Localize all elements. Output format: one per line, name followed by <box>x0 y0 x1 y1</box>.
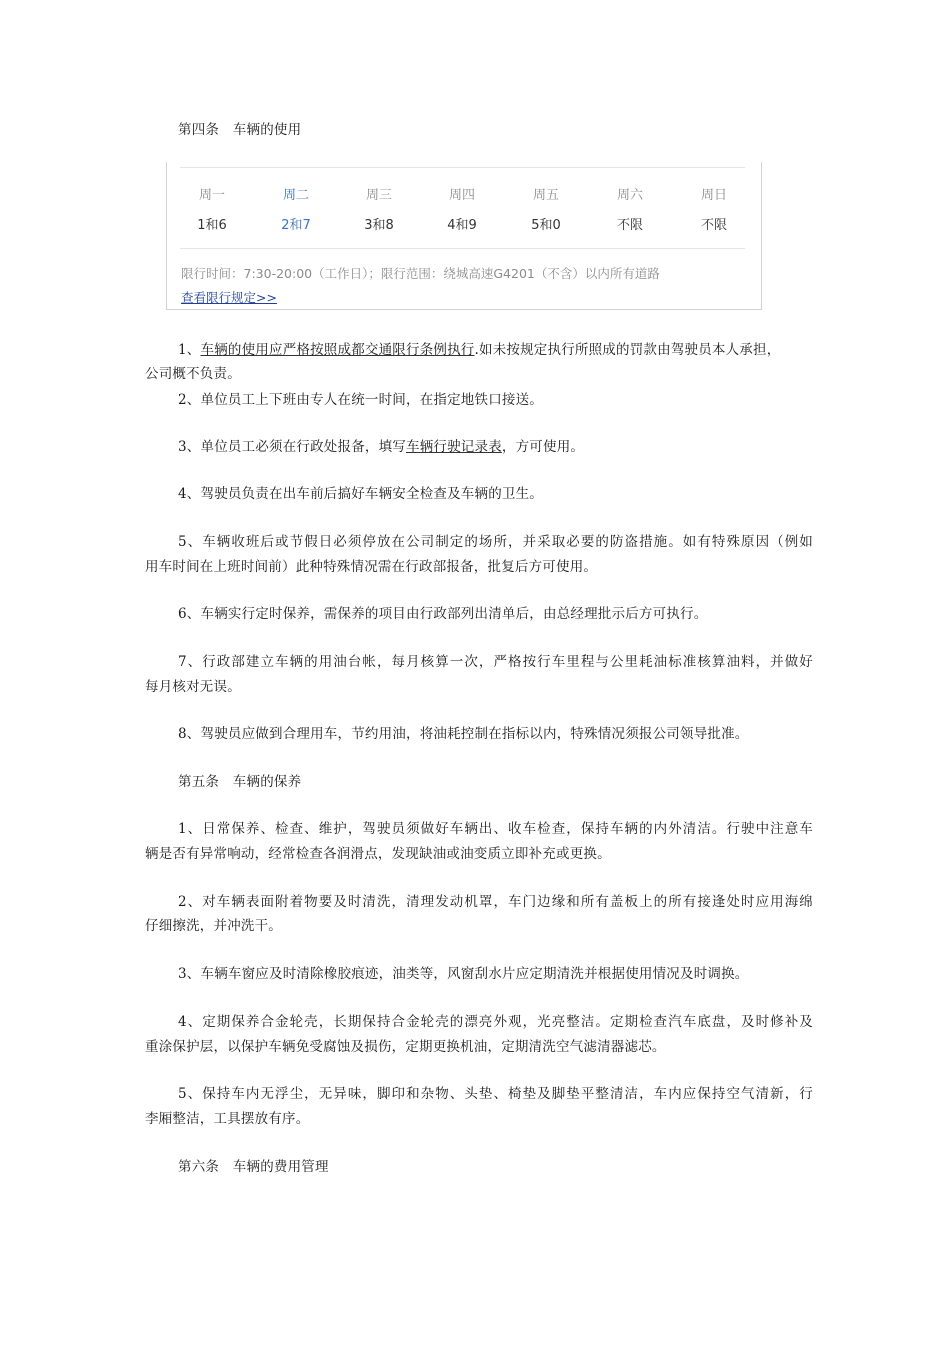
maintenance-item-2: 2、对车辆表面附着物要及时清洗，清理发动机罩，车门边缘和所有盖板上的所有接逢处时应用海绵 <box>178 894 813 910</box>
divider <box>180 167 745 168</box>
day-name: 周五 <box>532 188 559 203</box>
maintenance-item-5-cont: 李厢整洁，工具摆放有序。 <box>145 1111 310 1127</box>
maintenance-item-1: 1、日常保养、检查、维护，驾驶员须做好车辆出、收车检查，保持车辆的内外清洁。行驶中注意车 <box>178 821 813 837</box>
day-name: 周二 <box>282 188 309 203</box>
article5-heading: 第五条 车辆的保养 <box>178 774 302 790</box>
usage-item-4: 4、驾驶员负责在出车前后搞好车辆安全检查及车辆的卫生。 <box>178 486 543 502</box>
vehicle-log-link[interactable]: 车辆行驶记录表 <box>406 439 502 455</box>
maintenance-item-1-cont: 辆是否有异常响动，经常检查各润滑点，发现缺油或油变质立即补充或更换。 <box>145 846 611 862</box>
maintenance-item-5: 5、保持车内无浮尘，无异味，脚印和杂物、头垫、椅垫及脚垫平整清洁，车内应保持空气清新，行 <box>178 1086 813 1102</box>
item-number: 1、 <box>178 342 201 358</box>
usage-item-2: 2、单位员工上下班由专人在统一时间，在指定地铁口接送。 <box>178 392 543 408</box>
day-name: 周四 <box>448 188 475 203</box>
plate-numbers: 3和8 <box>364 218 394 233</box>
day-name: 周日 <box>700 188 727 203</box>
restriction-info: 限行时间：7:30-20:00（工作日）；限行范围：绕城高速G4201（不含）以内所有道路 <box>181 266 660 281</box>
usage-item-6: 6、车辆实行定时保养，需保养的项目由行政部列出清单后，由总经理批示后方可执行。 <box>178 606 708 622</box>
traffic-regulation-link[interactable]: 车辆的使用应严格按照成都交通限行条例执行 <box>200 342 475 358</box>
usage-item-1 <box>178 338 813 362</box>
item-text: 3、单位员工必须在行政处报备，填写 <box>178 439 406 455</box>
usage-item-5-cont: 用车时间在上班时间前）此种特殊情况需在行政部报备，批复后方可使用。 <box>145 559 598 575</box>
usage-item-7-cont: 每月核对无误。 <box>145 679 241 695</box>
usage-item-8: 8、驾驶员应做到合理用车，节约用油，将油耗控制在指标以内，特殊情况须报公司领导批准。 <box>178 726 749 742</box>
usage-item-3 <box>178 435 813 459</box>
article4-heading: 第四条 车辆的使用 <box>178 122 302 138</box>
plate-numbers: 2和7 <box>281 218 311 233</box>
maintenance-item-4: 4、定期保养合金轮壳，长期保持合金轮壳的漂亮外观，光亮整洁。定期检查汽车底盘，及时修补及 <box>178 1014 813 1030</box>
day-name: 周一 <box>198 188 225 203</box>
item-text: ，方可使用。 <box>501 439 585 455</box>
day-name: 周六 <box>616 188 643 203</box>
maintenance-item-2-cont: 仔细擦洗，并冲洗干。 <box>145 918 282 934</box>
plate-numbers: 不限 <box>616 218 643 233</box>
day-name: 周三 <box>365 188 392 203</box>
view-restriction-rules-link[interactable]: 查看限行规定>> <box>181 290 277 305</box>
divider <box>180 248 745 249</box>
plate-numbers: 不限 <box>700 218 727 233</box>
article6-heading: 第六条 车辆的费用管理 <box>178 1159 329 1175</box>
usage-item-1-cont: 公司概不负责。 <box>145 366 241 382</box>
plate-numbers: 4和9 <box>447 218 477 233</box>
maintenance-item-4-cont: 重涂保护层，以保护车辆免受腐蚀及损伤，定期更换机油，定期清洗空气滤清器滤芯。 <box>145 1039 666 1055</box>
plate-numbers: 1和6 <box>197 218 227 233</box>
maintenance-item-3: 3、车辆车窗应及时清除橡胶痕迹，油类等，风窗刮水片应定期清洗并根据使用情况及时调换。 <box>178 966 749 982</box>
usage-item-7: 7、行政部建立车辆的用油台帐，每月核算一次，严格按行车里程与公里耗油标准核算油料，并做好 <box>178 654 813 670</box>
traffic-restriction-widget <box>166 162 762 310</box>
item-text: .如未按规定执行所照成的罚款由驾驶员本人承担， <box>474 342 781 358</box>
usage-item-5: 5、车辆收班后或节假日必须停放在公司制定的场所，并采取必要的防盗措施。如有特殊原因（例如 <box>178 534 813 550</box>
plate-numbers: 5和0 <box>531 218 561 233</box>
